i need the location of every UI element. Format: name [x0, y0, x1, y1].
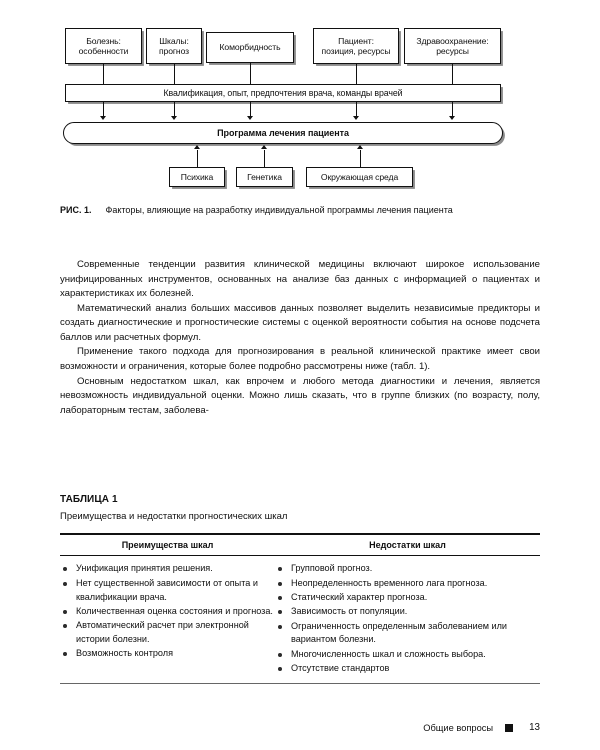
list-item: Количественная оценка состояния и прогноза.	[60, 605, 275, 619]
box-line: Пациент:	[338, 35, 374, 46]
arrow-icon	[171, 116, 177, 120]
list-item: Ограниченность определенным заболеванием или вариантом болезни.	[275, 620, 540, 648]
diagram-box-healthcare	[404, 28, 501, 64]
diagram-pill-treatment-program	[63, 122, 503, 144]
figure-caption-text: Факторы, влияющие на разработку индивидуальной программы лечения пациента	[105, 205, 453, 215]
box-line: Болезнь:	[86, 35, 121, 46]
table-rule-bottom	[60, 683, 540, 684]
list-item: Статический характер прогноза.	[275, 591, 540, 605]
list-item: Зависимость от популяции.	[275, 605, 540, 619]
box-line: Коморбидность	[219, 42, 281, 53]
table-column-disadvantages	[275, 562, 540, 676]
paragraph: Современные тенденции развития клинической медицины включают широкое использование унифицированных инструментов, основанных на анализе баз данных с информацией о пациентах и характеристиках их болезней.	[60, 259, 540, 300]
figure-caption-label: РИС. 1.	[60, 205, 92, 215]
footer-section-label: Общие вопросы	[423, 722, 494, 733]
diagram-box-comorbidity	[206, 32, 294, 63]
list-item: Отсутствие стандартов	[275, 662, 540, 676]
connector-line	[452, 102, 453, 117]
diagram-box-disease	[65, 28, 142, 64]
box-line: Психика	[180, 171, 214, 182]
disadvantages-list	[275, 562, 540, 676]
arrow-icon	[261, 145, 267, 149]
list-item: Возможность контроля	[60, 647, 275, 661]
pill-label: Программа лечения пациента	[217, 128, 349, 138]
diagram-box-psyche	[169, 167, 225, 187]
box-line: ресурсы	[436, 46, 469, 56]
box-line: Шкалы:	[159, 35, 189, 46]
page-footer	[0, 722, 600, 733]
table-1	[60, 494, 540, 684]
list-item: Многочисленность шкал и сложность выбора.	[275, 648, 540, 662]
table-header-advantages: Преимущества шкал	[121, 540, 214, 550]
paragraph: Применение такого подхода для прогнозирования в реальной клинической практике имеет свои возможности и ограничения, которые более подробно рассмотрены ниже (табл. 1).	[60, 346, 540, 373]
paragraph: Математический анализ больших массивов данных позволяет выделить независимые предикторы и создать диагностические и прогностические системы с оценкой вероятности события на основе подсчета баллов или расчетных формул.	[60, 302, 540, 343]
diagram-box-patient	[313, 28, 399, 64]
connector-line	[250, 102, 251, 117]
list-item: Автоматический расчет при электронной истории болезни.	[60, 619, 275, 647]
diagram-box-environment	[306, 167, 413, 187]
advantages-list	[60, 562, 275, 661]
list-item: Нет существенной зависимости от опыта и квалификации врача.	[60, 577, 275, 605]
bar-label: Квалификация, опыт, предпочтения врача, команды врачей	[163, 88, 403, 98]
table-subtitle: Преимущества и недостатки прогностических шкал	[60, 511, 288, 522]
table-header-disadvantages: Недостатки шкал	[369, 540, 446, 550]
table-body	[60, 556, 540, 683]
arrow-icon	[357, 145, 363, 149]
table-header-row	[60, 535, 540, 555]
box-line: позиция, ресурсы	[321, 46, 391, 56]
box-line: Окружающая среда	[320, 171, 399, 182]
box-line: Генетика	[247, 171, 282, 182]
list-item: Групповой прогноз.	[275, 562, 540, 576]
figure-1	[0, 0, 600, 200]
list-item: Неопределенность временного лага прогноза.	[275, 577, 540, 591]
figure-caption	[60, 204, 540, 218]
list-item: Унификация принятия решения.	[60, 562, 275, 576]
box-line: особенности	[78, 46, 129, 56]
arrow-icon	[100, 116, 106, 120]
table-column-advantages	[60, 562, 275, 676]
box-line: Здравоохранение:	[416, 35, 489, 46]
page-number: 13	[529, 722, 540, 733]
body-text	[60, 258, 540, 418]
arrow-icon	[353, 116, 359, 120]
diagram-box-scales	[146, 28, 202, 64]
box-line: прогноз	[158, 46, 190, 56]
connector-line	[356, 102, 357, 117]
arrow-icon	[194, 145, 200, 149]
paragraph: Основным недостатком шкал, как впрочем и любого метода диагностики и лечения, является невозможность индивидуальной оценки. Можно лишь сказать, что в группе близких (по возрасту, полу, лабораторным тестам, заболева-	[60, 375, 540, 416]
connector-line	[103, 102, 104, 117]
diagram-bar-qualification	[65, 84, 501, 102]
arrow-icon	[247, 116, 253, 120]
table-title: ТАБЛИЦА 1	[60, 494, 118, 505]
square-bullet-icon	[505, 724, 513, 732]
arrow-icon	[449, 116, 455, 120]
diagram-box-genetics	[236, 167, 293, 187]
diagram-canvas	[60, 22, 506, 197]
connector-line	[174, 102, 175, 117]
